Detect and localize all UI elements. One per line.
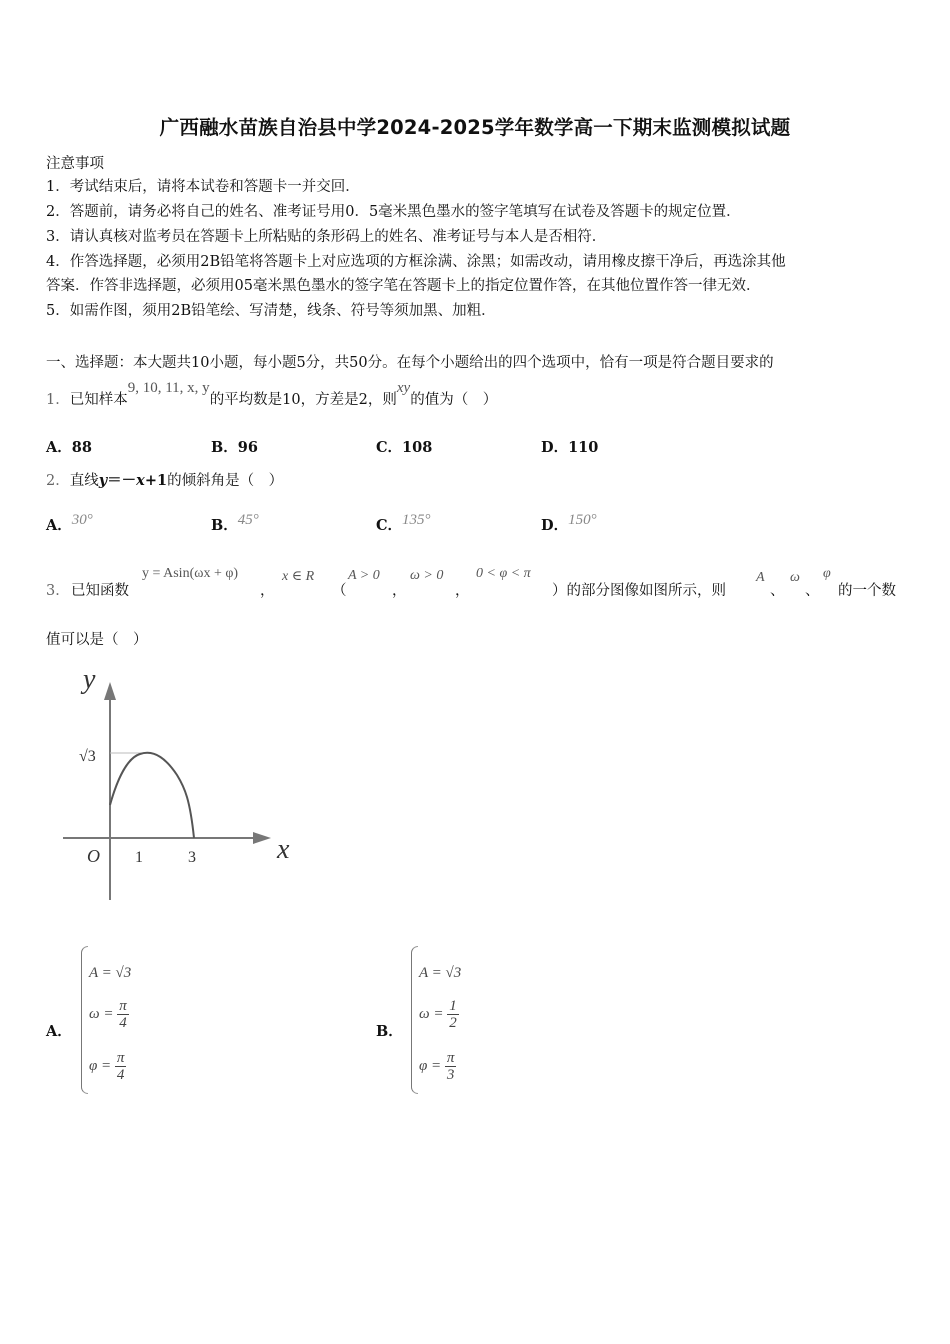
- sine-curve: [110, 753, 194, 838]
- math-sample: 9, 10, 11, x, y: [127, 380, 210, 396]
- math-x: x: [136, 472, 145, 489]
- note-item: 2．答题前，请务必将自己的姓名、准考证号用0．5毫米黑色墨水的签字笔填写在试卷及答题卡的规定位置．: [46, 204, 741, 220]
- math-function: y = Asin(ωx + φ): [142, 566, 239, 581]
- punct: （: [332, 583, 347, 599]
- option-b[interactable]: B．45°: [211, 512, 259, 534]
- question-text: 已知样本: [69, 392, 128, 408]
- math-y: y: [98, 472, 108, 489]
- question-text: 的平均数是10，方差是2，则: [209, 392, 397, 408]
- math-symbol-a: A: [756, 570, 765, 585]
- note-item: 4．作答选择题，必须用2B铅笔将答题卡上对应选项的方框涂满、涂黑；如需改动，请用橡皮擦干净后，再选涂其他: [46, 254, 786, 270]
- system-line-phi: φ = $\frac{\pi}{3}$: [419, 1050, 455, 1083]
- brace: [81, 946, 88, 1094]
- question-number: 2．: [46, 473, 70, 489]
- x-label: x: [277, 834, 290, 865]
- system-line-a: A = √3: [89, 965, 132, 981]
- notes-heading: 注意事项: [46, 156, 104, 172]
- math-expr: xy: [396, 380, 411, 396]
- option-c[interactable]: C．108: [376, 439, 433, 456]
- punct: ，: [260, 583, 275, 599]
- option-a[interactable]: A．88: [46, 439, 92, 456]
- system-line-omega: ω = $\frac{1}{2}$: [419, 998, 457, 1031]
- note-item: 5．如需作图，须用2B铅笔绘、写清楚，线条、符号等须加黑、加粗．: [46, 303, 496, 319]
- question-2: [46, 469, 283, 490]
- question-text: 的一个数: [838, 583, 896, 599]
- x-axis-arrow: [253, 832, 271, 844]
- question-text: 值可以是（ ）: [46, 632, 148, 648]
- system-line-phi: φ = $\frac{\pi}{4}$: [89, 1050, 125, 1083]
- y-tick-label: √3: [79, 748, 96, 765]
- math-cond-omega: ω > 0: [410, 568, 444, 583]
- fraction: $\frac{\pi}{4}$: [116, 1050, 125, 1083]
- math-op: ＝－: [107, 472, 137, 489]
- punct: 、: [805, 583, 820, 599]
- option-a[interactable]: A．30°: [46, 512, 93, 534]
- brace: [411, 946, 418, 1094]
- function-graph: [55, 660, 305, 905]
- origin-label: O: [87, 846, 100, 866]
- fraction: $\frac{\pi}{3}$: [446, 1050, 455, 1083]
- math-cond-a: A > 0: [348, 568, 380, 583]
- question-number: 3．: [46, 583, 70, 599]
- question-text: 已知函数: [71, 583, 129, 599]
- fraction: $\frac{1}{2}$: [449, 998, 457, 1031]
- x-tick-label: 1: [135, 849, 143, 866]
- option-d[interactable]: D．110: [541, 439, 599, 456]
- punct: 、: [770, 583, 785, 599]
- system-line-a: A = √3: [419, 965, 462, 981]
- question-1: [46, 380, 498, 409]
- y-axis-arrow: [104, 682, 116, 700]
- section-heading: 一、选择题：本大题共10小题，每小题5分，共50分。在每个小题给出的四个选项中，恰有一项是符合题目要求的: [46, 355, 774, 371]
- punct: ，: [392, 583, 407, 599]
- note-item: 3．请认真核对监考员在答题卡上所粘贴的条形码上的姓名、准考证号与本人是否相符．: [46, 229, 607, 245]
- x-tick-label: 3: [188, 849, 196, 866]
- question-number: 1．: [46, 392, 70, 408]
- math-symbol-omega: ω: [790, 570, 800, 585]
- question-text: 直线: [69, 473, 99, 489]
- note-item: 1．考试结束后，请将本试卷和答题卡一并交回．: [46, 179, 360, 195]
- punct: ，: [455, 583, 470, 599]
- option-b[interactable]: B．: [376, 1023, 403, 1040]
- math-const: +1: [144, 472, 168, 489]
- system-line-omega: ω = $\frac{\pi}{4}$: [89, 998, 127, 1031]
- question-text: 的倾斜角是（ ）: [167, 473, 284, 489]
- option-a[interactable]: A．: [46, 1023, 72, 1040]
- math-domain: x ∈ R: [282, 569, 315, 584]
- note-item: 答案．作答非选择题，必须用05毫米黑色墨水的签字笔在答题卡上的指定位置作答，在其他位置作答一律无效．: [46, 278, 761, 294]
- question-text: 的值为（ ）: [410, 392, 498, 408]
- option-b[interactable]: B．96: [211, 439, 258, 456]
- math-symbol-phi: φ: [823, 566, 831, 581]
- option-c[interactable]: C．135°: [376, 512, 431, 534]
- option-d[interactable]: D．150°: [541, 512, 597, 534]
- y-label: y: [83, 664, 96, 695]
- question-text: ）的部分图像如图所示，则: [552, 583, 726, 599]
- page-title: 广西融水苗族自治县中学2024-2025学年数学高一下期末监测模拟试题: [159, 116, 791, 139]
- fraction: $\frac{\pi}{4}$: [119, 998, 127, 1031]
- math-cond-phi: 0 < φ < π: [476, 566, 531, 581]
